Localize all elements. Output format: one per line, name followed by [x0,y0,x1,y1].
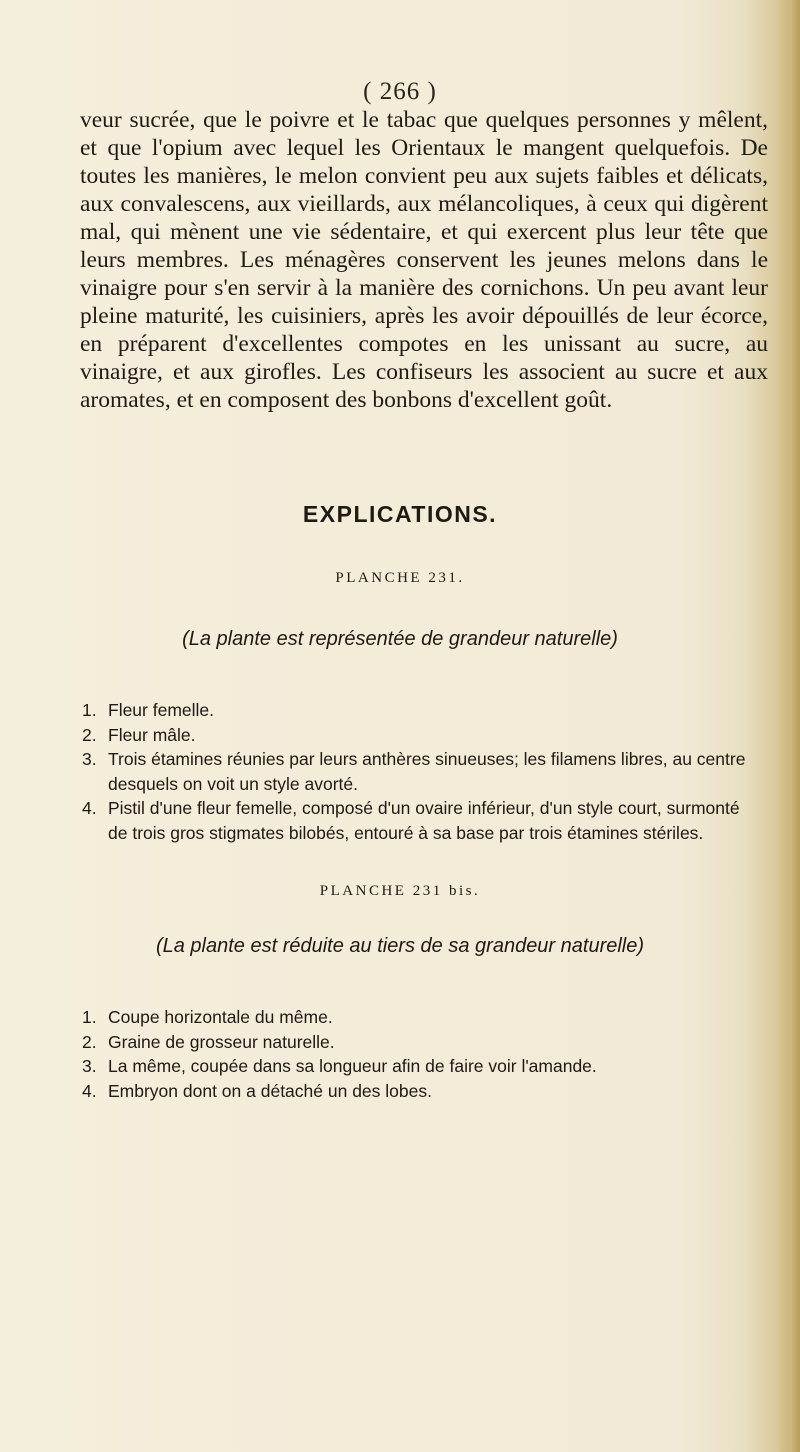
plate-231-bis-item-list [82,1005,762,1103]
list-item [82,747,762,796]
plate-label-231-bis: PLANCHE 231 bis. [319,883,481,899]
list-item [82,698,762,723]
list-item [82,1005,762,1030]
page-number: ( 266 ) [363,78,437,105]
plate-label-231: PLANCHE 231. [335,570,465,586]
item-number: 4. [82,1080,97,1101]
item-number: 1. [82,700,97,720]
item-text: Coupe horizontale du même. [108,1007,333,1027]
item-number: 3. [82,1056,97,1076]
page-edge-shadow [778,0,800,1452]
item-text: Graine de grosseur naturelle. [108,1031,335,1052]
item-number: 2. [82,724,97,745]
list-item [82,796,762,845]
body-paragraph-block [80,106,768,414]
plate-231-item-list [82,698,762,845]
item-number: 1. [82,1007,97,1027]
item-text: La même, coupée dans sa longueur afin de faire voir l'amande. [108,1056,597,1076]
plate-subtitle-231: (La plante est représentée de grandeur naturelle) [182,628,618,650]
list-item [82,1054,762,1079]
list-item [82,723,762,748]
item-text: Pistil d'une fleur femelle, composé d'un ovaire inférieur, d'un style court, surmonté de trois gros stigmates bilobés, entouré à sa base par trois étamines stériles. [108,798,740,843]
plate-subtitle-231-bis: (La plante est réduite au tiers de sa grandeur naturelle) [155,935,645,957]
list-item [82,1030,762,1055]
list-item [82,1079,762,1104]
body-paragraph: veur sucrée, que le poivre et le tabac que quelques personnes y mêlent, et que l'opium avec lequel les Orientaux le mangent quelquefois. De toutes les manières, le melon convient peu aux sujets faibles et délicats, aux convalescens, aux vieillards, aux mélancoliques, à ceux qui digèrent mal, qui mènent une vie sédentaire, et qui exercent plus leur tête que leurs membres. Les ménagères conservent les jeunes melons dans le vinaigre pour s'en servir à la manière des cornichons. Un peu avant leur pleine maturité, les cuisiniers, après les avoir dépouillés de leur écorce, en préparent d'excellentes compotes en les unissant au sucre, au vinaigre, et aux girofles. Les confiseurs les associent au sucre et aux aromates, et en composent des bonbons d'excellent goût. [80,107,768,413]
section-heading: EXPLICATIONS. [302,501,498,527]
item-text: Fleur mâle. [108,724,196,745]
item-number: 3. [82,749,97,769]
item-text: Embryon dont on a détaché un des lobes. [108,1080,432,1101]
item-text: Trois étamines réunies par leurs anthères sinueuses; les filamens libres, au centre desquels on voit un style avorté. [108,749,746,794]
item-number: 2. [82,1031,97,1052]
item-text: Fleur femelle. [108,700,215,720]
item-number: 4. [82,798,97,818]
